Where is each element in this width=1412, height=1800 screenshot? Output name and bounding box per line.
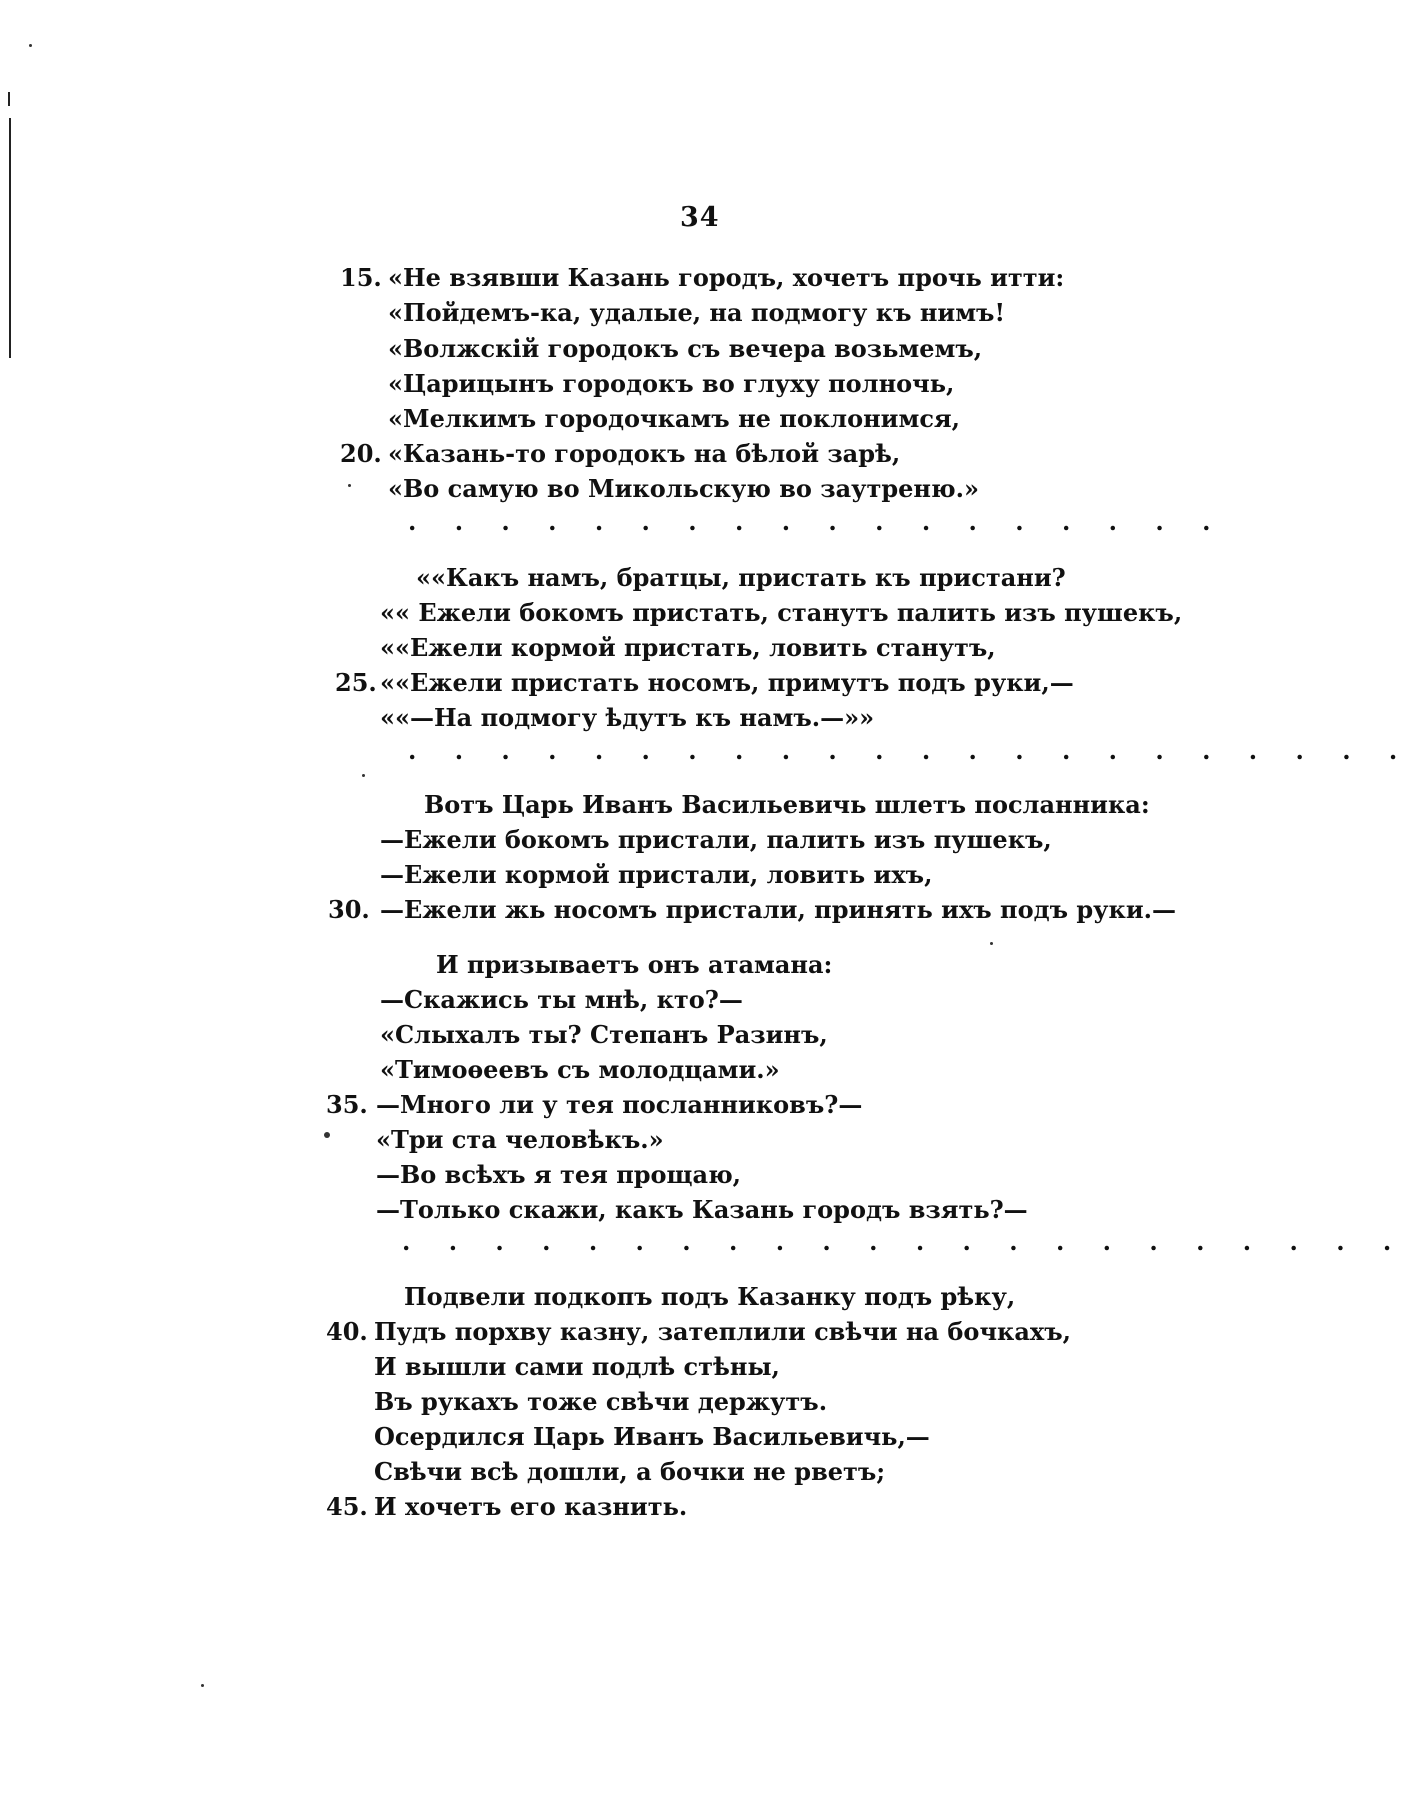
line-number: 20.	[340, 439, 382, 468]
ellipsis-row: . . . . . . . . . . . . . . . . . . . . . .	[408, 736, 1412, 765]
verse-line: «Слыхалъ ты? Степанъ Разинъ,	[380, 1020, 828, 1049]
verse-line: —Ежели жь носомъ пристали, принять ихъ подъ руки.—	[380, 895, 1176, 924]
verse-line: —Скажись ты мнѣ, кто?—	[380, 985, 743, 1014]
verse-line: И призываетъ онъ атамана:	[436, 950, 833, 979]
line-number: 35.	[326, 1090, 368, 1119]
verse-line: ««—На подмогу ѣдутъ къ намъ.—»»	[380, 703, 875, 732]
verse-line: «Царицынъ городокъ во глуху полночь,	[388, 369, 955, 398]
line-number: 25.	[335, 668, 377, 697]
verse-line: «Казань-то городокъ на бѣлой зарѣ,	[388, 439, 901, 468]
verse-line: —Во всѣхъ я тея прощаю,	[376, 1160, 742, 1189]
ellipsis-row: . . . . . . . . . . . . . . . . . . . . . .	[402, 1227, 1407, 1256]
page-number: 34	[680, 202, 720, 233]
verse-line: Осердился Царь Иванъ Васильевичь,—	[374, 1422, 930, 1451]
verse-line: ««Ежели пристать носомъ, примутъ подъ руки,—	[380, 668, 1074, 697]
verse-line: —Много ли у тея посланниковъ?—	[376, 1090, 863, 1119]
line-number: 30.	[328, 895, 370, 924]
verse-line: Подвели подкопъ подъ Казанку подъ рѣку,	[404, 1282, 1016, 1311]
verse-line: Въ рукахъ тоже свѣчи держутъ.	[374, 1387, 828, 1416]
verse-line: Вотъ Царь Иванъ Васильевичь шлетъ посланника:	[424, 790, 1150, 819]
verse-line: И вышли сами подлѣ стѣны,	[374, 1352, 780, 1381]
verse-line: ««Какъ намъ, братцы, пристать къ пристани?	[416, 563, 1066, 592]
line-number: 45.	[326, 1492, 368, 1521]
verse-line: «Волжскій городокъ съ вечера возьмемъ,	[388, 334, 983, 363]
verse-line: «Тимоѳеевъ съ молодцами.»	[380, 1055, 780, 1084]
line-number: 40.	[326, 1317, 368, 1346]
verse-line: «« Ежели бокомъ пристать, станутъ палить изъ пушекъ,	[380, 598, 1183, 627]
verse-line: Свѣчи всѣ дошли, а бочки не рветъ;	[374, 1457, 886, 1486]
verse-line: «Во самую во Микольскую во заутреню.»	[388, 474, 979, 503]
verse-line: «Не взявши Казань городъ, хочетъ прочь итти:	[388, 263, 1065, 292]
verse-line: —Ежели кормой пристали, ловить ихъ,	[380, 860, 933, 889]
verse-line: —Только скажи, какъ Казань городъ взять?—	[376, 1195, 1028, 1224]
ellipsis-row: . . . . . . . . . . . . . . . . . .	[408, 507, 1226, 536]
line-number: 15.	[340, 263, 382, 292]
verse-line: «Три ста человѣкъ.»	[376, 1125, 664, 1154]
verse-line: Пудъ порхву казну, затеплили свѣчи на бочкахъ,	[374, 1317, 1071, 1346]
verse-line: И хочетъ его казнить.	[374, 1492, 688, 1521]
verse-line: «Мелкимъ городочкамъ не поклонимся,	[388, 404, 961, 433]
verse-line: ««Ежели кормой пристать, ловить станутъ,	[380, 633, 996, 662]
verse-line: —Ежели бокомъ пристали, палить изъ пушекъ,	[380, 825, 1052, 854]
verse-line: «Пойдемъ-ка, удалые, на подмогу къ нимъ!	[388, 298, 1006, 327]
